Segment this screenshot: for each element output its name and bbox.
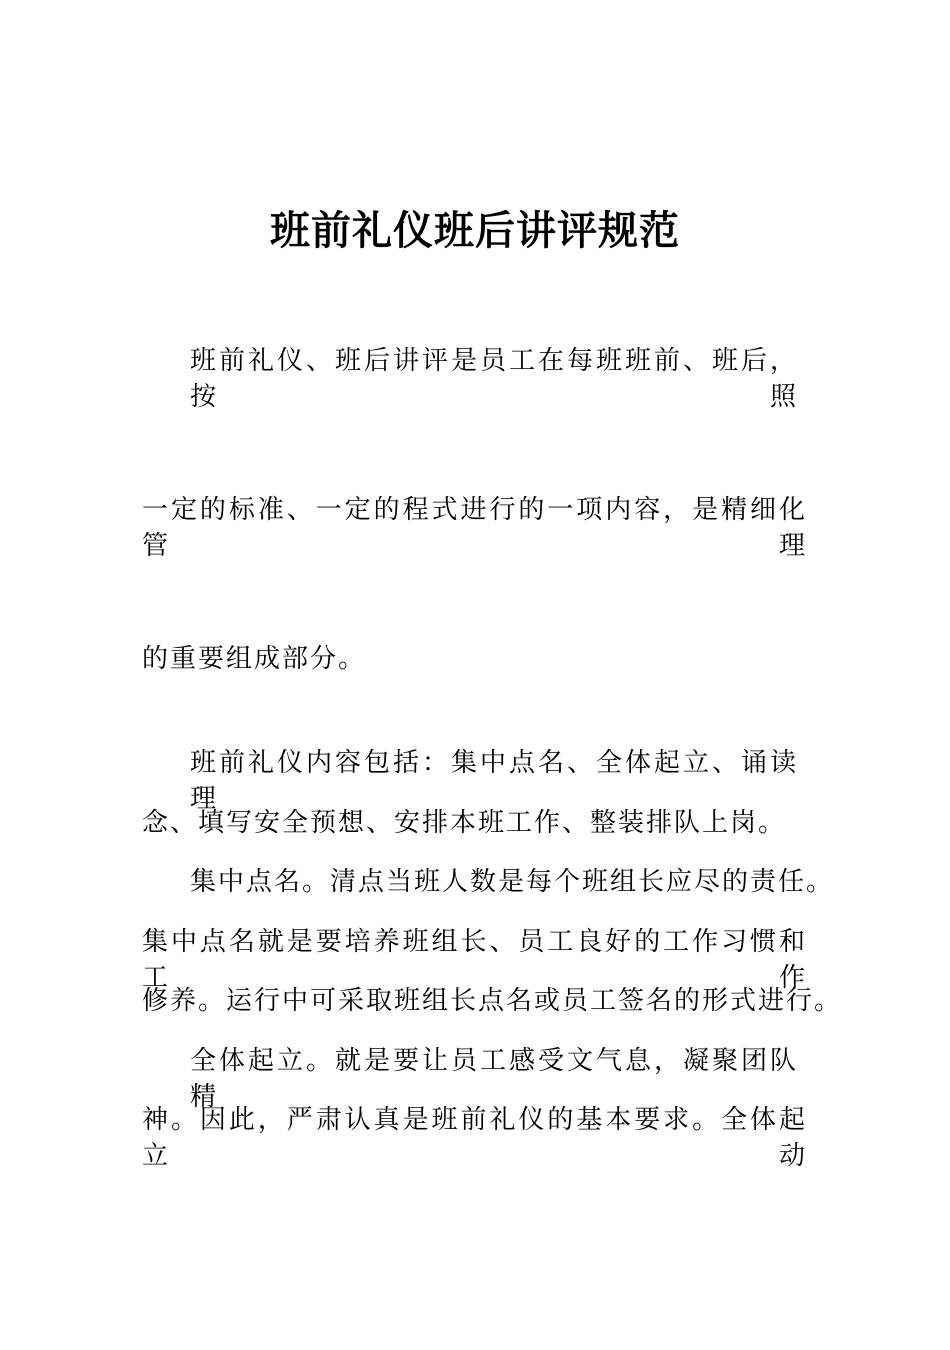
paragraph-line: 集中点名就是要培养班组长、员工良好的工作习惯和工作 bbox=[142, 927, 807, 993]
paragraph-line: 一定的标准、一定的程式进行的一项内容，是精细化管理 bbox=[142, 495, 807, 561]
paragraph-line: 神。因此，严肃认真是班前礼仪的基本要求。全体起立动 bbox=[142, 1105, 807, 1171]
document-title: 班前礼仪班后讲评规范 bbox=[270, 208, 680, 254]
paragraph-line: 念、填写安全预想、安排本班工作、整装排队上岗。 bbox=[142, 808, 787, 838]
paragraph-line: 集中点名。清点当班人数是每个班组长应尽的责任。 bbox=[190, 867, 835, 897]
paragraph-line: 全体起立。就是要让员工感受文气息，凝聚团队精 bbox=[190, 1046, 798, 1112]
paragraph-line: 的重要组成部分。 bbox=[142, 644, 367, 674]
paragraph-line: 班前礼仪、班后讲评是员工在每班班前、班后，按照 bbox=[190, 346, 798, 412]
paragraph-line: 修养。运行中可采取班组长点名或员工签名的形式进行。 bbox=[142, 986, 843, 1016]
paragraph-line: 班前礼仪内容包括：集中点名、全体起立、诵读理 bbox=[190, 748, 798, 814]
